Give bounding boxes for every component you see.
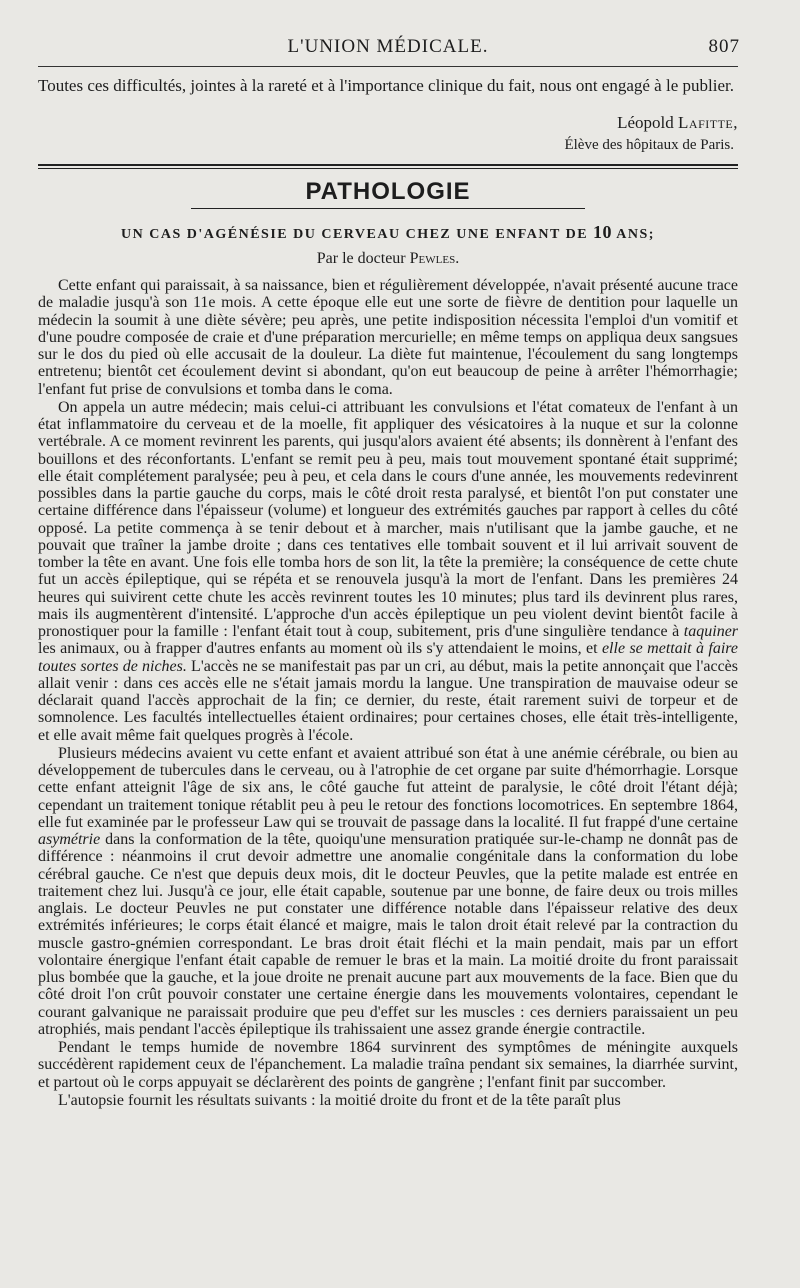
- paragraph-3: [38, 745, 738, 1038]
- paragraph-2: [38, 399, 738, 744]
- intro-paragraph: Toutes ces difficultés, jointes à la rareté et à l'importance clinique du fait, nous ont engagé à le publier.: [38, 76, 734, 95]
- paragraph-2-text-a: On appela un autre médecin; mais celui-ci attribuant les convulsions et l'état comateux de l'enfant à un état inflammatoire du cerveau et de la moelle, fit appliquer des vésicatoires à la nuque et sur la colonne vertébrale. A ce moment revinrent les parents, qui jusqu'alors avaient été absents; ils donnèrent à l'enfant des bouillons et des réconfortants. L'enfant se remit peu à peu, mais tout mouvement spontané était supprimé; elle était complétement paralysée; peu à peu, et cela dans le cours d'une année, les mouvements redevinrent possibles dans la partie gauche du corps, mais le côté droit resta paralysé, et bientôt l'on put constater une certaine différence dans l'épaisseur (volume) et longueur des extrémités gauches par rapport à celles du côté opposé. La petite commença à se tenir debout et à marcher, mais n'utilisant que la jambe gauche, et ne pouvait que traîner la jambe droite ; dans ces tentatives elle tombait souvent et il lui arrivait souvent de tomber la tête en avant. Une fois elle tomba hors de son lit, la tête la première; la conséquence de cette chute fut un accès épileptique, qui se répéta et se renouvela jusqu'à la mort de l'enfant. Dans les premières 24 heures qui suivirent cette chute les accès revinrent toutes les 10 minutes; plus tard ils devinrent plus rares, mais ils augmentèrent d'intensité. L'approche d'un accès épileptique un peu violent devint bientôt facile à pronostiquer pour la famille : l'enfant était tout à coup, subitement, pris d'une singulière tendance à: [38, 398, 738, 640]
- article-title-number: 10: [593, 222, 613, 242]
- byline-prefix: Par le docteur: [316, 250, 406, 267]
- author-first-name: Léopold: [617, 113, 674, 132]
- paragraph-5: L'autopsie fournit les résultats suivants : la moitié droite du front et de la tête paraît plus: [58, 1091, 621, 1109]
- article-title: [38, 223, 738, 244]
- running-head: [38, 34, 738, 62]
- byline-author: Pewles.: [409, 250, 460, 267]
- section-divider-bottom: [38, 168, 738, 169]
- running-title: L'UNION MÉDICALE.: [287, 36, 489, 57]
- paragraph-3-text-a: Plusieurs médecins avaient vu cette enfant et avaient attribué son état à une anémie cérébrale, ou bien au développement de tubercules dans le cerveau, ou à l'atrophie de cet organe par suite d'hémorrhagie. Lorsque cette enfant atteignit l'âge de six ans, le côté gauche fut atteint de paralysie, le côté droit l'étant déjà; cependant un traitement tonique rétablit peu à peu le retour des fonctions locomotrices. En septembre 1864, elle fut examinée par le professeur Law qui se trouvait de passage dans la localité. Il fut frappé d'une certaine: [38, 744, 738, 831]
- paragraph-2-text-b: les animaux, ou à frapper d'autres enfants au moment où ils s'y attendaient le moins, et: [38, 640, 598, 658]
- section-title-rule: [191, 208, 585, 209]
- paragraph-3-emphasis: asymétrie: [38, 831, 101, 848]
- paragraph-2-emphasis-a: taquiner: [683, 623, 739, 640]
- paragraph-1: Cette enfant qui paraissait, à sa naissance, bien et régulièrement développée, n'avait présenté aucune trace de maladie jusqu'à son 11e mois. A cette époque elle eut une sorte de fièvre de dentition pour laquelle un médecin la soumit à une diète sévère; peu après, une petite indisposition nécessita l'emploi d'un vomitif et d'une poudre composée de craie et d'une préparation mercurielle; en même temps on appliqua deux sangsues sur le dos du pied où elle accusait de la douleur. La diète fut maintenue, l'écoulement du sang longtemps entretenu; bientôt cet écoulement devint si abondant, qu'on eut beaucoup de peine à arrêter l'hémorrhagie; l'enfant fut prise de convulsions et tomba dans le coma.: [38, 277, 738, 398]
- section-divider-top: [38, 164, 738, 166]
- paragraph-4: Pendant le temps humide de novembre 1864 survinrent des symptômes de méningite auxquels succédèrent rapidement ceux de l'épanchement. La maladie traîna pendant six semaines, la diarrhée survint, et partout où le corps appuyait se déclarèrent des points de gangrène ; l'enfant finit par succomber.: [38, 1039, 738, 1091]
- paragraph-2-text-c: L'accès ne se manifestait pas par un cri, au début, mais la petite annonçait que l'accès allait venir : dans ces accès elle ne s'était jamais mordu la langue. Une transpiration de mauvaise odeur se déclarait quand l'accès approchait de la fin; ce dernier, du reste, était rarement suivi de torpeur et de somnolence. Les facultés intellectuelles étaient ordinaires; pour certaines choses, elle était très-intelligente, et elle avait même fait quelques progrès à l'école.: [38, 657, 739, 744]
- author-last-name: Lafitte,: [678, 113, 738, 132]
- article-byline: [38, 249, 738, 269]
- article-body: [38, 277, 738, 1109]
- article-title-suffix: ANS;: [616, 227, 655, 242]
- signature-block: [38, 112, 738, 156]
- section-title: PATHOLOGIE: [305, 178, 471, 205]
- header-rule: [38, 66, 738, 67]
- article-title-prefix: UN CAS D'AGÉNÉSIE DU CERVEAU CHEZ UNE ENFANT DE: [121, 227, 589, 242]
- paragraph-3-text-b: dans la conformation de la tête, quoiqu'une mensuration pratiquée sur-le-champ ne donnât pas de différence : néanmoins il crut devoir admettre une anomalie congénitale dans la conformation du lobe cérébral gauche. Ce n'est que depuis deux mois, dit le docteur Peuvles, que la petite malade est entrée en traitement chez lui. Jusqu'à ce jour, elle était capable, soutenue par une bonne, de faire deux ou trois milles anglais. Le docteur Peuvles ne put constater une différence notable dans l'épaisseur relative des deux extrémités inférieures; le corps était élancé et maigre, mais le talon droit était relevé par la contraction du muscle gastro-gnémien correspondant. Le bras droit était fléchi et la main pendait, mais par un effort volontaire énergique l'enfant était capable de remuer le bras et la main. La moitié droite du front paraissait plus bombée que la gauche, et la joue droite ne prenait aucune part aux mouvements de la face. Bien que du côté droit l'on crût pouvoir constater une certaine énergie dans les mouvements volontaires, cependant le courant galvanique ne paraissait produire que peu d'effet sur les muscles : ces derniers paraissaient un peu atrophiés, mais pendant l'accès épileptique ils trahissaient une assez grande énergie contractile.: [38, 831, 739, 1038]
- paragraph-2-emphasis-b: elle se mettait à faire toutes sortes de niches.: [38, 640, 739, 675]
- author-role: Élève des hôpitaux de Paris.: [564, 137, 734, 153]
- page-number: 807: [708, 36, 740, 57]
